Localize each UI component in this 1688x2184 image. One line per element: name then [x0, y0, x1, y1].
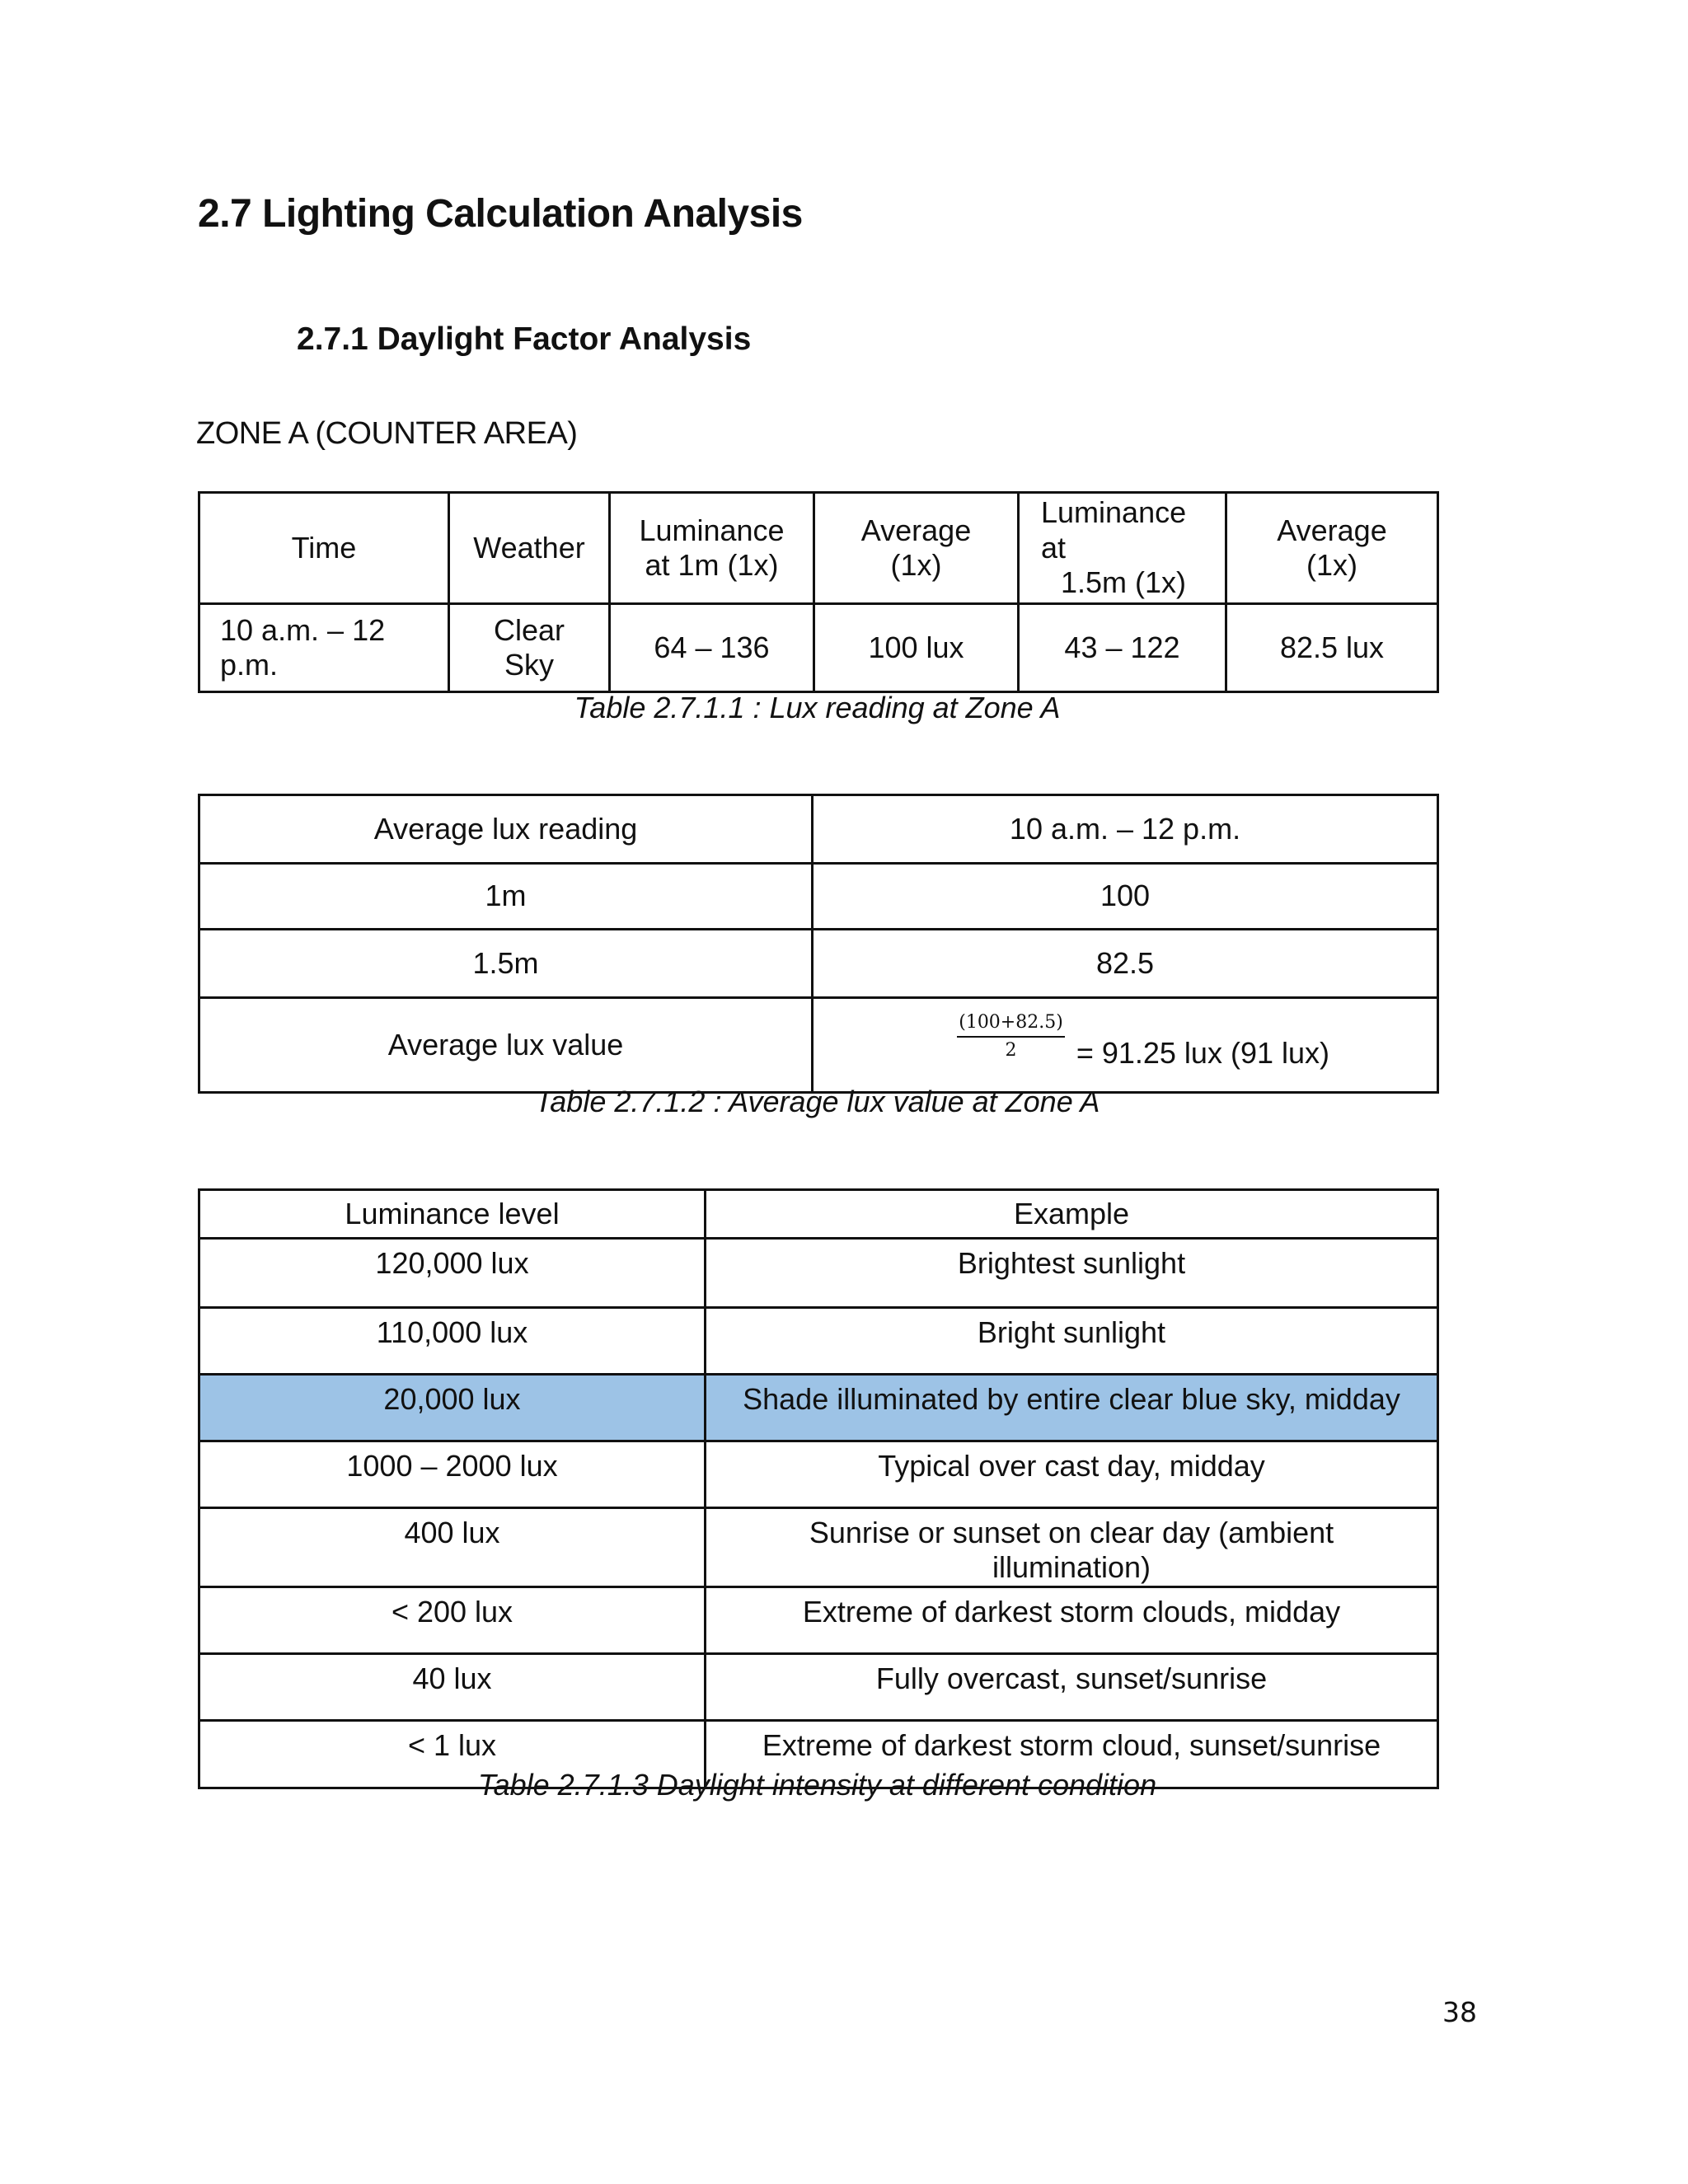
table-row — [199, 998, 1438, 1093]
header-line: (1x) — [1306, 548, 1357, 582]
header-average-2 — [1226, 493, 1438, 604]
fraction — [957, 1012, 1065, 1062]
cell-level: 110,000 lux — [199, 1308, 706, 1375]
table-row — [199, 1653, 1438, 1720]
header-line: at 1m (1x) — [645, 548, 779, 582]
cell-level: 40 lux — [199, 1653, 706, 1720]
table-header-row — [199, 1190, 1438, 1239]
header-weather: Weather — [449, 493, 610, 604]
formula-result: = 91.25 lux (91 lux) — [1076, 1035, 1329, 1070]
header-line: Luminance — [1041, 495, 1187, 530]
header-luminance-1m — [610, 493, 814, 604]
page-number: 38 — [1442, 1996, 1477, 2028]
cell-level: 400 lux — [199, 1508, 706, 1587]
zone-heading: ZONE A (COUNTER AREA) — [196, 416, 578, 451]
cell-level: 20,000 lux — [199, 1375, 706, 1441]
lux-reading-table — [198, 491, 1439, 693]
header-average-1 — [814, 493, 1019, 604]
header-luminance-1-5m — [1019, 493, 1226, 604]
table3-caption: Table 2.7.1.3 Daylight intensity at different condition — [477, 1768, 1157, 1802]
header-line: Luminance — [639, 513, 785, 547]
header-line: Average — [860, 513, 972, 547]
subsection-title: 2.7.1 Daylight Factor Analysis — [297, 321, 752, 357]
cell-value: 82.5 — [813, 930, 1438, 998]
table-row — [199, 795, 1438, 864]
header-time: Time — [199, 493, 449, 604]
cell-line: illumination) — [992, 1550, 1151, 1585]
cell-level: 120,000 lux — [199, 1239, 706, 1308]
header-line: at — [1041, 530, 1067, 565]
cell-time — [199, 604, 449, 692]
cell-label: Average lux value — [199, 998, 813, 1093]
fraction-denominator: 2 — [1005, 1040, 1017, 1061]
cell-luminance-1m: 64 – 136 — [610, 604, 814, 692]
table-row — [199, 1508, 1438, 1587]
table-row — [199, 1308, 1438, 1375]
cell-label: Average lux reading — [199, 795, 813, 864]
cell-line: Sky — [504, 648, 554, 682]
header-line: Average — [1277, 513, 1387, 547]
table1-caption: Table 2.7.1.1 : Lux reading at Zone A — [574, 691, 1061, 724]
cell-value: 10 a.m. – 12 p.m. — [813, 795, 1438, 864]
table2-caption: Table 2.7.1.2 : Average lux value at Zone A — [534, 1085, 1100, 1118]
table-header-row — [199, 493, 1438, 604]
cell-example: Extreme of darkest storm clouds, midday — [706, 1586, 1438, 1653]
cell-label: 1.5m — [199, 930, 813, 998]
header-example: Example — [706, 1190, 1438, 1239]
daylight-intensity-table — [198, 1188, 1439, 1789]
header-line: 1.5m (1x) — [1061, 565, 1187, 600]
cell-level: < 1 lux — [199, 1720, 706, 1788]
cell-formula — [813, 998, 1438, 1093]
table-row — [199, 1441, 1438, 1508]
cell-example: Fully overcast, sunset/sunrise — [706, 1653, 1438, 1720]
table-row — [199, 930, 1438, 998]
cell-label: 1m — [199, 864, 813, 930]
cell-luminance-1-5m: 43 – 122 — [1019, 604, 1226, 692]
table-row-highlighted — [199, 1375, 1438, 1441]
header-luminance-level: Luminance level — [199, 1190, 706, 1239]
fraction-numerator: (100+82.5) — [957, 1012, 1065, 1038]
table-row — [199, 864, 1438, 930]
cell-average-2: 82.5 lux — [1226, 604, 1438, 692]
cell-value: 100 — [813, 864, 1438, 930]
table-row — [199, 604, 1438, 692]
cell-example: Extreme of darkest storm cloud, sunset/sunrise — [706, 1720, 1438, 1788]
table-row — [199, 1239, 1438, 1308]
section-title: 2.7 Lighting Calculation Analysis — [198, 192, 803, 236]
cell-example: Bright sunlight — [706, 1308, 1438, 1375]
cell-level: 1000 – 2000 lux — [199, 1441, 706, 1508]
cell-average-1: 100 lux — [814, 604, 1019, 692]
cell-line: 10 a.m. – 12 — [220, 612, 386, 647]
cell-level: < 200 lux — [199, 1586, 706, 1653]
cell-example: Shade illuminated by entire clear blue sky, midday — [706, 1375, 1438, 1441]
cell-weather — [449, 604, 610, 692]
header-line: (1x) — [890, 548, 942, 582]
cell-example: Typical over cast day, midday — [706, 1441, 1438, 1508]
cell-line: Clear — [493, 612, 565, 647]
cell-example — [706, 1508, 1438, 1587]
average-lux-table — [198, 794, 1439, 1094]
cell-line: p.m. — [220, 648, 279, 682]
table-row — [199, 1586, 1438, 1653]
cell-example: Brightest sunlight — [706, 1239, 1438, 1308]
cell-line: Sunrise or sunset on clear day (ambient — [809, 1516, 1334, 1549]
